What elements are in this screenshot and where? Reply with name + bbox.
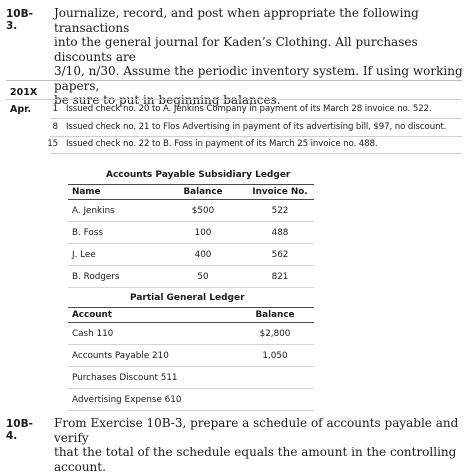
year-underline [6, 99, 462, 100]
cell-name: B. Rodgers [68, 266, 160, 288]
instruction-line: 3/10, n/30. Assume the periodic inventory system. If using working papers, [54, 64, 463, 93]
journal-month: Apr. [10, 104, 32, 115]
exercise-instructions [54, 416, 464, 474]
row-divider [50, 118, 462, 119]
cell-account: Accounts Payable 210 [68, 345, 236, 367]
journal-year: 201X [10, 87, 38, 98]
transaction-text: Issued check no. 20 to A. Jenkins Company in payment of its March 28 invoice no. 522. [66, 104, 432, 114]
instruction-line: that the total of the schedule equals the amount in the controlling account. [54, 445, 457, 474]
transaction-row [44, 122, 446, 132]
instruction-line: Journalize, record, and post when appropriate the following transactions [54, 6, 419, 35]
table-header-row [68, 308, 314, 323]
table-row [68, 244, 314, 266]
transaction-day: 15 [47, 139, 58, 149]
cell-account: Purchases Discount 511 [68, 367, 236, 389]
cell-invoice: 488 [246, 222, 314, 244]
section-divider [6, 80, 462, 81]
col-header-account: Account [68, 308, 236, 323]
cell-balance: 400 [160, 244, 246, 266]
cell-balance: $500 [160, 200, 246, 222]
gl-title: Partial General Ledger [130, 293, 245, 303]
cell-invoice: 522 [246, 200, 314, 222]
cell-balance: 1,050 [236, 345, 314, 367]
cell-name: J. Lee [68, 244, 160, 266]
cell-balance [236, 367, 314, 389]
table-row [68, 323, 314, 345]
ap-ledger-table [68, 184, 314, 288]
table-row [68, 200, 314, 222]
cell-account: Advertising Expense 610 [68, 389, 236, 411]
exercise-number: 10B-3. [6, 8, 33, 32]
transaction-row [44, 139, 378, 149]
instruction-line: be sure to put in beginning balances. [54, 93, 281, 107]
transaction-row [44, 104, 432, 114]
exercise-instructions [54, 6, 464, 108]
cell-balance: 50 [160, 266, 246, 288]
gl-table [68, 307, 314, 411]
table-row [68, 345, 314, 367]
table-row [68, 367, 314, 389]
exercise-number: 10B-4. [6, 418, 33, 442]
cell-balance: 100 [160, 222, 246, 244]
transaction-text: Issued check no. 21 to Flos Advertising in payment of its advertising bill, $97, no discount. [66, 122, 447, 132]
cell-invoice: 821 [246, 266, 314, 288]
col-header-invoice: Invoice No. [246, 185, 314, 200]
row-divider [50, 153, 462, 154]
table-row [68, 389, 314, 411]
instruction-line: into the general journal for Kaden’s Clothing. All purchases discounts are [54, 35, 418, 64]
transaction-day: 8 [52, 122, 58, 132]
table-row [68, 266, 314, 288]
col-header-balance: Balance [160, 185, 246, 200]
row-divider [50, 136, 462, 137]
transaction-day: 1 [52, 104, 58, 114]
table-header-row [68, 185, 314, 200]
col-header-name: Name [68, 185, 160, 200]
cell-account: Cash 110 [68, 323, 236, 345]
cell-name: B. Foss [68, 222, 160, 244]
transaction-text: Issued check no. 22 to B. Foss in payment of its March 25 invoice no. 488. [66, 139, 378, 149]
table-row [68, 222, 314, 244]
cell-invoice: 562 [246, 244, 314, 266]
instruction-line: From Exercise 10B-3, prepare a schedule of accounts payable and verify [54, 416, 459, 445]
cell-balance [236, 389, 314, 411]
cell-name: A. Jenkins [68, 200, 160, 222]
ap-ledger-title: Accounts Payable Subsidiary Ledger [106, 170, 291, 180]
col-header-balance: Balance [236, 308, 314, 323]
cell-balance: $2,800 [236, 323, 314, 345]
